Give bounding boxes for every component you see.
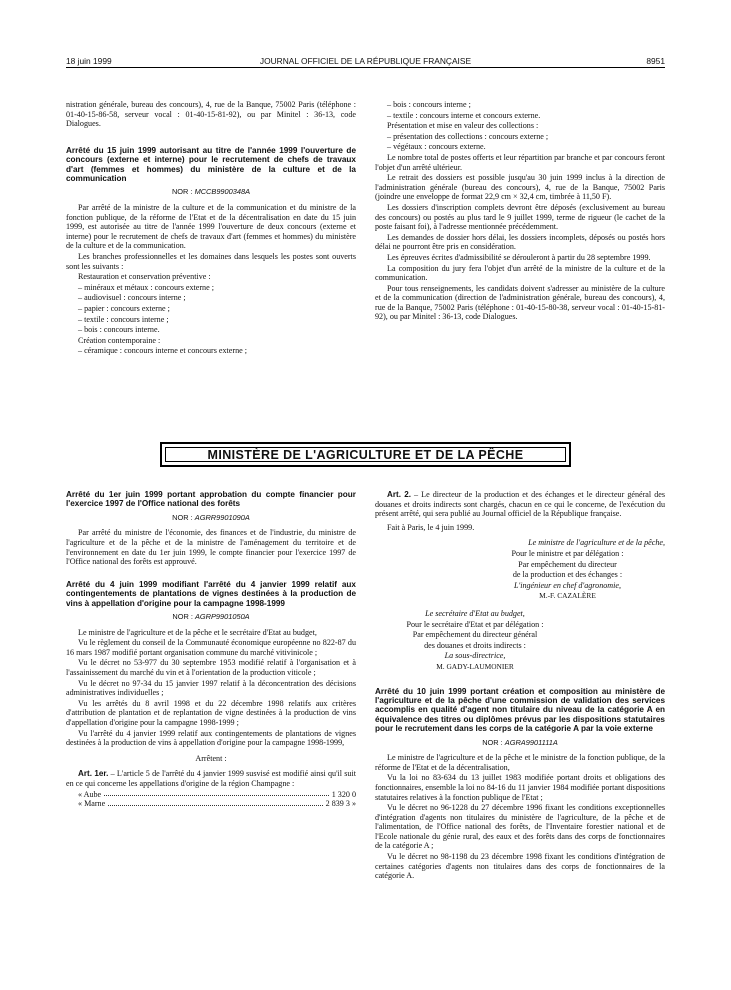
nor-reference: NOR : AGRA9901111A	[482, 737, 558, 747]
paragraph: Le ministre de l'agriculture et de la pêche et le secrétaire d'Etat au budget,	[78, 627, 317, 637]
signature-block	[375, 538, 665, 601]
signatory-name: M.-F. CAZALÈRE	[539, 591, 596, 601]
table-row	[66, 790, 356, 800]
row-value: 2 839 3 »	[325, 799, 356, 809]
page-header	[66, 56, 665, 68]
paragraph: La composition du jury fera l'objet d'un arrêté de la ministre de la culture et de la communication.	[375, 263, 665, 283]
paragraph: Le nombre total de postes offerts et leur répartition par branche et par concours feront l'objet d'un arrêté ultérieur.	[375, 152, 665, 172]
ministry-banner	[160, 442, 571, 467]
paragraph: Les demandes de dossier hors délai, les dossiers incomplets, déposés ou postés hors délai ne pourront être pris en considération.	[375, 232, 665, 252]
header-page-number: 8951	[646, 56, 665, 66]
header-journal-title: JOURNAL OFFICIEL DE LA RÉPUBLIQUE FRANÇAISE	[259, 56, 472, 66]
table-row	[66, 799, 356, 809]
ministry-banner-title: MINISTÈRE DE L'AGRICULTURE ET DE LA PÊCHE	[165, 447, 566, 462]
paragraph: Vu le décret no 96-1228 du 27 décembre 1996 fixant les conditions exceptionnelles d'intégration d'agents non titulaires du ministère de l'agriculture, de la pêche et de l'alimentation, de l'Office national des forêts, de l'Inventaire forestier national et de l'Ecole nationale du génie rural, des eaux et des forêts dans des corps de fonctionnaires de la catégorie A ;	[375, 803, 665, 851]
paragraph: Vu les arrêtés du 8 avril 1998 et du 22 décembre 1998 relatifs aux critères d'attribution de plantation et de replantation de vigne destinées à la production de vins d'appellation d'origine pour la campagne 1998-1999 ;	[66, 698, 356, 727]
list-item: – textile : concours interne ;	[78, 314, 169, 324]
paragraph: Le ministre de l'agriculture et de la pêche et le ministre de la fonction publique, de la réforme de l'Etat et de la décentralisation,	[375, 753, 665, 772]
row-label: « Marne	[78, 799, 106, 809]
decree-title: Arrêté du 15 juin 1999 autorisant au titre de l'année 1999 l'ouverture de concours (externe et interne) pour le recrutement de chefs de travaux d'art (femmes et hommes) du ministère de la culture et de la communication	[66, 145, 356, 183]
article-text: – L'article 5 de l'arrêté du 4 janvier 1999 susvisé est modifié ainsi qu'il suit en ce qui concerne les appellations d'origine de la région Champagne :	[66, 769, 356, 788]
decree-title: Arrêté du 4 juin 1999 modifiant l'arrêté du 4 janvier 1999 relatif aux contingentements de plantations de vignes destinées à la production de vins à appellation d'origine pour la campagne 1998-1999	[66, 579, 356, 608]
date-line: Fait à Paris, le 4 juin 1999.	[387, 522, 475, 532]
signatory-name: M. GADY-LAUMONIER	[436, 661, 514, 671]
arretent: Arrêtent :	[195, 753, 227, 763]
top-right-column	[375, 100, 665, 323]
article-2	[375, 490, 665, 519]
dot-leader	[104, 790, 329, 797]
article-text: – Le directeur de la production et des échanges et le directeur général des douanes et droits indirects sont chargés, chacun en ce qui le concerne, de l'exécution du présent arrêté, qui sera publié au Journal officiel de la République française.	[375, 490, 665, 519]
paragraph: Les dossiers d'inscription complets devront être déposés (exclusivement au bureau des concours) ou postés au plus tard le 9 juillet 1999, terme de rigueur (le cachet de la poste faisant foi), à l'adresse mentionnée précédemment.	[375, 202, 665, 232]
article-1	[66, 769, 356, 788]
paragraph: Vu l'arrêté du 4 janvier 1999 relatif aux contingentements de plantations de vignes destinées à la production de vins à appellation d'origine pour la campagne 1998-1999,	[66, 728, 356, 748]
signature-line: Pour le secrétaire d'Etat et par délégation :	[406, 619, 544, 629]
paragraph: Pour tous renseignements, les candidats doivent s'adresser au ministère de la culture et de la communication (direction de l'administration générale, bureau des concours), 4, rue de la Banque, 75002 Paris (téléphone : 01-40-15-80-38, serveur vocal : 01-40-15-81-92), ou par Minitel : 36-13, code Dialogues.	[375, 283, 665, 322]
paragraph: Par arrêté de la ministre de la culture et de la communication et du ministre de la fonction publique, de la réforme de l'Etat et de la décentralisation en date du 15 juin 1999, est autorisée au titre de l'année 1999 l'ouverture de deux concours (externe et interne) pour le recrutement de chefs de travaux d'art (femmes et hommes) du ministère de la culture et de la communication.	[66, 203, 356, 251]
list-item: – présentation des collections : concours externe ;	[387, 131, 549, 141]
list-item: – textile : concours interne et concours externe.	[387, 110, 541, 120]
signature-line: Le secrétaire d'Etat au budget,	[425, 608, 525, 618]
signature-line: Le ministre de l'agriculture et de la pêche,	[528, 538, 665, 548]
signature-line: L'ingénieur en chef d'agronomie,	[513, 580, 621, 590]
list-item: – bois : concours interne.	[78, 325, 160, 335]
nor-code: AGRR9901090A	[194, 512, 250, 522]
nor-reference: NOR : AGRR9901090A	[172, 512, 250, 522]
nor-reference: NOR : AGRP9901050A	[172, 612, 250, 621]
signature-line: des douanes et droits indirects :	[424, 640, 526, 650]
nor-reference: NOR : MCCB9900348A	[171, 187, 251, 197]
nor-code: AGRA9901111A	[504, 737, 558, 747]
nor-code: AGRP9901050A	[194, 612, 250, 621]
signature-line: La sous-directrice,	[444, 651, 506, 661]
row-label: « Aube	[78, 789, 102, 799]
bottom-left-column	[66, 490, 356, 809]
decree-title: Arrêté du 1er juin 1999 portant approbation du compte financier pour l'exercice 1997 de l'Office national des forêts	[66, 490, 356, 509]
list-item: – végétaux : concours externe.	[387, 142, 486, 152]
dot-leader	[108, 799, 322, 806]
paragraph: Vu le règlement du conseil de la Communauté économique européenne no 822-87 du 16 mars 1987 modifié portant organisation commune du marché vitivinicole ;	[66, 638, 356, 657]
decree-title: Arrêté du 10 juin 1999 portant création et composition au ministère de l'agriculture et de la pêche d'une commission de validation des services accomplis en qualité d'agent non titulaire du niveau de la catégorie A en équivalence des titres ou diplômes prévus par les dispositions statutaires pour le recrutement dans les corps de la catégorie A par la voie externe	[375, 686, 665, 734]
section-heading: Création contemporaine :	[78, 335, 161, 345]
list-item: – audiovisuel : concours interne ;	[78, 293, 186, 303]
signature-line: Par empêchement du directeur	[518, 559, 617, 569]
article-label: Art. 2.	[387, 490, 411, 499]
continuation-text: nistration générale, bureau des concours), 4, rue de la Banque, 75002 Paris (téléphone : 01-40-15-86-58, serveur vocal : 01-40-15-81-92), ou par Minitel : 36-13, code Dialogues.	[66, 100, 356, 129]
section-heading: Présentation et mise en valeur des collections :	[387, 121, 539, 131]
list-item: – céramique : concours interne et concours externe ;	[78, 346, 247, 356]
signature-line: Par empêchement du directeur général	[412, 630, 538, 640]
list-item: – bois : concours interne ;	[387, 100, 471, 109]
article-label: Art. 1er.	[78, 769, 109, 779]
section-heading: Restauration et conservation préventive :	[78, 272, 211, 282]
paragraph: Les épreuves écrites d'admissibilité se dérouleront à partir du 28 septembre 1999.	[387, 252, 651, 262]
paragraph: Vu le décret no 97-34 du 15 janvier 1997 relatif à la déconcentration des décisions administratives individuelles ;	[66, 678, 356, 698]
signature-line: Pour le ministre et par délégation :	[511, 548, 624, 558]
row-value: 1 320 0	[331, 789, 356, 799]
list-item: – minéraux et métaux : concours externe ;	[78, 282, 214, 292]
paragraph: Par arrêté du ministre de l'économie, des finances et de l'industrie, du ministre de l'agriculture et de la pêche et de la ministre de l'aménagement du territoire et de l'environnement en date du 1er juin 1999, le compte financier pour l'exercice 1997 de l'Office national des forêts est approuvé.	[66, 528, 356, 567]
paragraph: Vu le décret no 98-1198 du 23 décembre 1998 fixant les conditions d'intégration de certaines catégories d'agents non titulaires dans des corps de fonctionnaires de la catégorie A.	[375, 852, 665, 881]
bottom-right-column	[375, 490, 665, 882]
signature-block	[375, 609, 575, 672]
paragraph: Le retrait des dossiers est possible jusqu'au 30 juin 1999 inclus à la direction de l'administration générale (bureau des concours), 4, rue de la Banque, 75002 Paris (joindre une enveloppe de format 22,9 cm × 32,4 cm, timbrée à 11,50 F).	[375, 173, 665, 202]
nor-code: MCCB9900348A	[194, 187, 251, 197]
top-left-column	[66, 100, 356, 357]
list-item: – papier : concours externe ;	[78, 303, 170, 313]
paragraph: Vu la loi no 83-634 du 13 juillet 1983 modifiée portant droits et obligations des fonctionnaires, ensemble la loi no 84-16 du 11 janvier 1984 modifiée portant dispositions statutaires relatives à la fonction publique de l'Etat ;	[375, 773, 665, 802]
signature-line: de la production et des échanges :	[512, 570, 623, 580]
paragraph: Vu le décret no 53-977 du 30 septembre 1953 modifié relatif à l'organisation et à l'assainissement du marché du vin et à l'orientation de la production viticole ;	[66, 658, 356, 677]
header-date: 18 juin 1999	[66, 56, 112, 66]
paragraph: Les branches professionnelles et les domaines dans lesquels les postes sont ouverts sont les suivants :	[66, 251, 356, 271]
